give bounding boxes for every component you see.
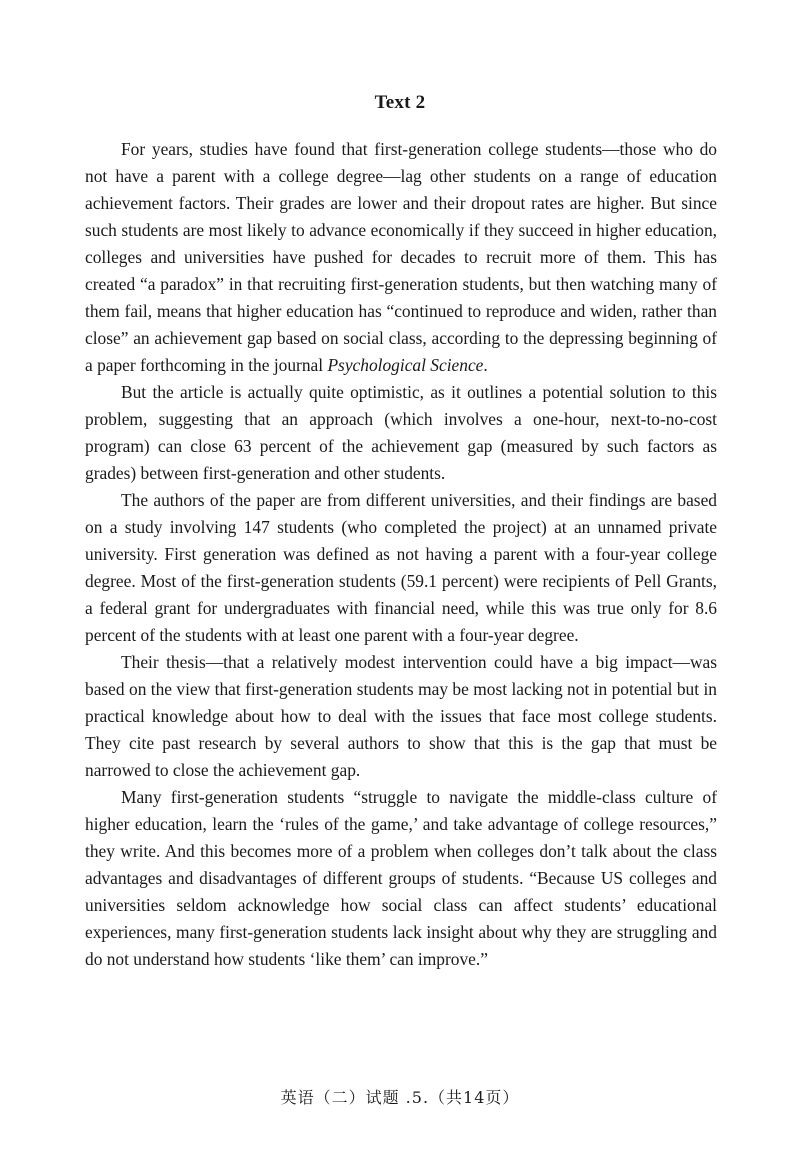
paragraph-3: The authors of the paper are from different universities, and their findings are based on a study involving 147 students (who completed the project) at an unnamed private university. First generation was defined as not having a parent with a four-year college degree. Most of the first-generation students (59.1 percent) were recipients of Pell Grants, a federal grant for undergraduates with financial need, while this was true only for 8.6 percent of the students with at least one parent with a four-year degree. [85,490,717,645]
paragraph-1-end: . [483,355,488,375]
paragraph-5: Many first-generation students “struggle to navigate the middle-class culture of higher education, learn the ‘rules of the game,’ and take advantage of college resources,” they write. And this becomes more of a problem when colleges don’t talk about the class advantages and disadvantages of different groups of students. “Because US colleges and universities seldom acknowledge how social class can affect students’ educational experiences, many first-generation students lack insight about why they are struggling and do not understand how students ‘like them’ can improve.” [85,787,717,969]
page-footer: 英语（二）试题 .5.（共14页） [280,1088,520,1107]
journal-name: Psychological Science [327,355,484,375]
paragraph-2: But the article is actually quite optimistic, as it outlines a potential solution to this problem, suggesting that an approach (which involves a one-hour, next-to-no-cost program) can close 63 percent of the achievement gap (measured by such factors as grades) between first-generation and other students. [85,382,717,483]
article-body [85,136,717,973]
page-title: Text 2 [374,92,426,113]
paragraph-4: Their thesis—that a relatively modest intervention could have a big impact—was based on the view that first-generation students may be most lacking not in potential but in practical knowledge about how to deal with the issues that face most college students. They cite past research by several authors to show that this is the gap that must be narrowed to close the achievement gap. [85,652,717,780]
paragraph-1-text: For years, studies have found that first-generation college students—those who do not have a parent with a college degree—lag other students on a range of education achievement factors. Their grades are lower and their dropout rates are higher. But since such students are most likely to advance economically if they succeed in higher education, colleges and universities have pushed for decades to recruit more of them. This has created “a paradox” in that recruiting first-generation students, but then watching many of them fail, means that higher education has “continued to reproduce and widen, rather than close” an achievement gap based on social class, according to the depressing beginning of a paper forthcoming in the journal [85,139,717,375]
paragraph-1 [85,136,717,379]
